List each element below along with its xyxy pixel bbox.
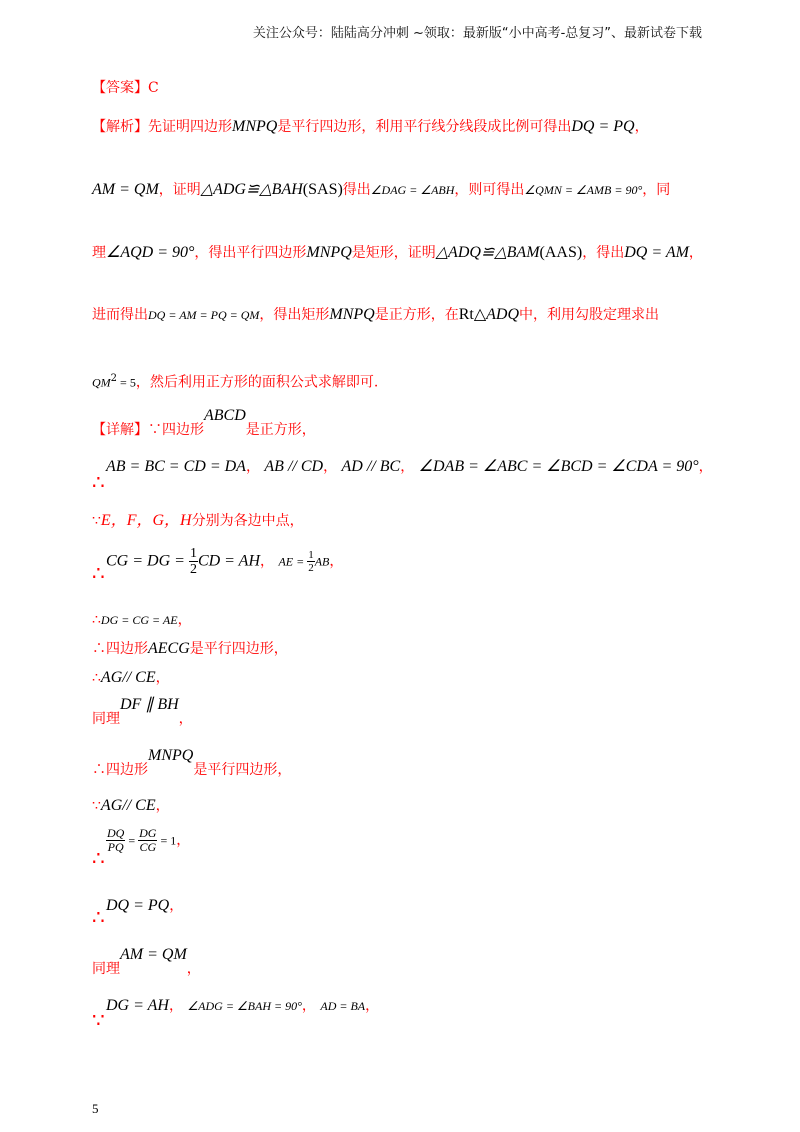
superscript: 2 bbox=[110, 373, 118, 384]
because-symbol: ∵ bbox=[92, 1008, 105, 1032]
detail-line-7 bbox=[92, 669, 170, 687]
detail-line-3 bbox=[92, 512, 304, 530]
text: ∵ bbox=[92, 798, 101, 814]
analysis-tag: 【解析】 bbox=[92, 119, 148, 135]
math: ∠DAG = ∠ABH bbox=[370, 183, 455, 197]
math: AG// CE bbox=[100, 797, 156, 814]
math: Rt△ bbox=[458, 306, 487, 323]
text: ， bbox=[301, 998, 316, 1014]
text: ， bbox=[323, 459, 338, 475]
math: QM bbox=[92, 375, 111, 390]
text: ∴四边形 bbox=[92, 762, 148, 778]
math: ∠ADG = ∠BAH = 90° bbox=[187, 999, 302, 1013]
text: 是矩形，证明 bbox=[351, 245, 436, 261]
detail-tag: 【详解】 bbox=[92, 422, 148, 438]
math: ∠QMN = ∠AMB = 90° bbox=[524, 183, 643, 197]
text: ， bbox=[698, 459, 713, 475]
math: E，F，G，H bbox=[100, 512, 192, 529]
text: ，则可得出 bbox=[454, 182, 525, 198]
text: ，得出矩形 bbox=[259, 307, 330, 323]
text: ， bbox=[329, 553, 344, 570]
text: ∵四边形 bbox=[148, 422, 204, 438]
math: (AAS) bbox=[539, 244, 583, 261]
math: ABCD bbox=[204, 407, 246, 424]
text: ， bbox=[169, 898, 184, 914]
text: ， bbox=[634, 119, 649, 135]
math: = 1 bbox=[157, 833, 177, 848]
numerator: DQ bbox=[107, 826, 125, 840]
fraction-dq-pq bbox=[106, 827, 125, 854]
text: 是平行四边形， bbox=[193, 762, 292, 778]
therefore-symbol: ∴ bbox=[92, 470, 105, 494]
math: MNPQ bbox=[306, 244, 352, 261]
analysis-line-1 bbox=[92, 118, 649, 136]
text: ，证明 bbox=[158, 182, 201, 198]
detail-line-14 bbox=[92, 997, 379, 1015]
detail-line-4 bbox=[92, 546, 343, 577]
text: ， bbox=[260, 553, 274, 570]
text: ，同 bbox=[642, 182, 671, 198]
therefore-symbol: ∴ bbox=[92, 846, 105, 870]
math: DG = CG = AE bbox=[100, 613, 178, 627]
numerator: DG bbox=[139, 826, 157, 840]
denominator: CG bbox=[139, 840, 157, 854]
text: ， bbox=[176, 832, 191, 849]
text: 中，利用勾股定理求出 bbox=[519, 307, 660, 323]
math: ∠DAB = ∠ABC = ∠BCD = ∠CDA = 90° bbox=[418, 458, 699, 475]
fraction-one-half bbox=[307, 549, 315, 574]
numerator: 1 bbox=[189, 546, 197, 561]
detail-line-5 bbox=[92, 611, 192, 629]
fraction-dg-cg bbox=[138, 827, 157, 854]
text: 是平行四边形， bbox=[189, 641, 288, 657]
text: ，得出平行四边形 bbox=[194, 245, 307, 261]
text: ， bbox=[400, 459, 415, 475]
detail-line-12 bbox=[92, 897, 183, 915]
math: AM = QM bbox=[92, 181, 159, 198]
math: AD // BC bbox=[341, 458, 401, 475]
text: 分别为各边中点， bbox=[191, 513, 304, 529]
text: 先证明四边形 bbox=[148, 119, 232, 135]
math: (SAS) bbox=[302, 181, 343, 198]
math: AE = bbox=[278, 554, 308, 569]
text: ， bbox=[155, 798, 170, 814]
text: ∴四边形 bbox=[92, 641, 148, 657]
text: ， bbox=[245, 459, 260, 475]
fraction-one-half bbox=[189, 546, 198, 577]
text: ， bbox=[178, 711, 193, 727]
math: ADQ bbox=[486, 306, 520, 323]
text: 同理 bbox=[92, 711, 120, 727]
math: = 5 bbox=[117, 375, 136, 390]
denominator: PQ bbox=[107, 840, 124, 854]
math: AB // CD bbox=[264, 458, 324, 475]
page-header: 关注公众号：陆陆高分冲刺 ~领取：最新版“小中高考-总复习”、最新试卷下载 bbox=[252, 26, 702, 41]
detail-line-8 bbox=[92, 696, 193, 728]
denominator: 2 bbox=[308, 562, 314, 574]
math: DF ∥ BH bbox=[120, 696, 179, 713]
detail-line-9 bbox=[92, 747, 292, 779]
text: ， bbox=[168, 998, 183, 1014]
math: AB = BC = CD = DA bbox=[106, 458, 246, 475]
therefore-symbol: ∴ bbox=[92, 561, 105, 585]
analysis-line-2 bbox=[92, 181, 670, 199]
answer-value: C bbox=[148, 80, 159, 96]
detail-line-2 bbox=[92, 458, 713, 476]
math: AG// CE bbox=[100, 669, 156, 686]
text: ，然后利用正方形的面积公式求解即可. bbox=[135, 374, 379, 391]
text: ， bbox=[155, 670, 170, 686]
analysis-line-5 bbox=[92, 370, 378, 392]
text: ∴ bbox=[92, 670, 101, 686]
math: DQ = AM bbox=[624, 244, 689, 261]
detail-line-13 bbox=[92, 946, 201, 978]
text: ， bbox=[186, 961, 201, 977]
text: 是正方形，在 bbox=[374, 307, 459, 323]
math: △ADQ≌△BAM bbox=[435, 244, 540, 261]
math: AM = QM bbox=[120, 946, 187, 963]
math: DQ = PQ bbox=[571, 118, 635, 135]
text: ∵ bbox=[92, 513, 101, 529]
math: MNPQ bbox=[148, 747, 194, 764]
math: △ADG≌△BAH bbox=[200, 181, 303, 198]
math: DQ = PQ bbox=[106, 897, 170, 914]
text: ，得出 bbox=[582, 245, 625, 261]
text: ， bbox=[365, 998, 380, 1014]
text: 得出 bbox=[342, 182, 371, 198]
numerator: 1 bbox=[308, 549, 314, 561]
text: 是平行四边形，利用平行线分线段成比例可得出 bbox=[277, 119, 572, 135]
detail-line-1 bbox=[92, 407, 316, 439]
math: MNPQ bbox=[232, 118, 278, 135]
detail-line-11 bbox=[92, 827, 190, 854]
text: 是正方形， bbox=[245, 422, 316, 438]
analysis-line-4 bbox=[92, 306, 659, 324]
therefore-symbol: ∴ bbox=[92, 905, 105, 929]
math: AECG bbox=[148, 640, 190, 657]
math: CG = DG = bbox=[106, 552, 189, 570]
denominator: 2 bbox=[189, 562, 197, 577]
page-number: 5 bbox=[92, 1101, 99, 1116]
math: MNPQ bbox=[329, 306, 375, 323]
math: DQ = AM = PQ = QM bbox=[148, 308, 260, 322]
analysis-line-3 bbox=[92, 244, 703, 262]
text: ， bbox=[177, 612, 192, 628]
answer-line bbox=[92, 79, 159, 97]
math: ∠AQD = 90° bbox=[106, 244, 195, 261]
math: = bbox=[125, 833, 139, 848]
detail-line-10 bbox=[92, 797, 170, 815]
math: DG = AH bbox=[106, 997, 169, 1014]
text: ∴ bbox=[92, 612, 101, 628]
math: AD = BA bbox=[320, 999, 366, 1013]
math: AB bbox=[314, 554, 330, 569]
text: 同理 bbox=[92, 961, 120, 977]
text: 进而得出 bbox=[92, 307, 148, 323]
math: CD = AH bbox=[197, 552, 260, 570]
answer-tag: 【答案】 bbox=[92, 80, 148, 96]
text: ， bbox=[688, 245, 703, 261]
text: 理 bbox=[92, 245, 106, 261]
detail-line-6 bbox=[92, 640, 288, 658]
